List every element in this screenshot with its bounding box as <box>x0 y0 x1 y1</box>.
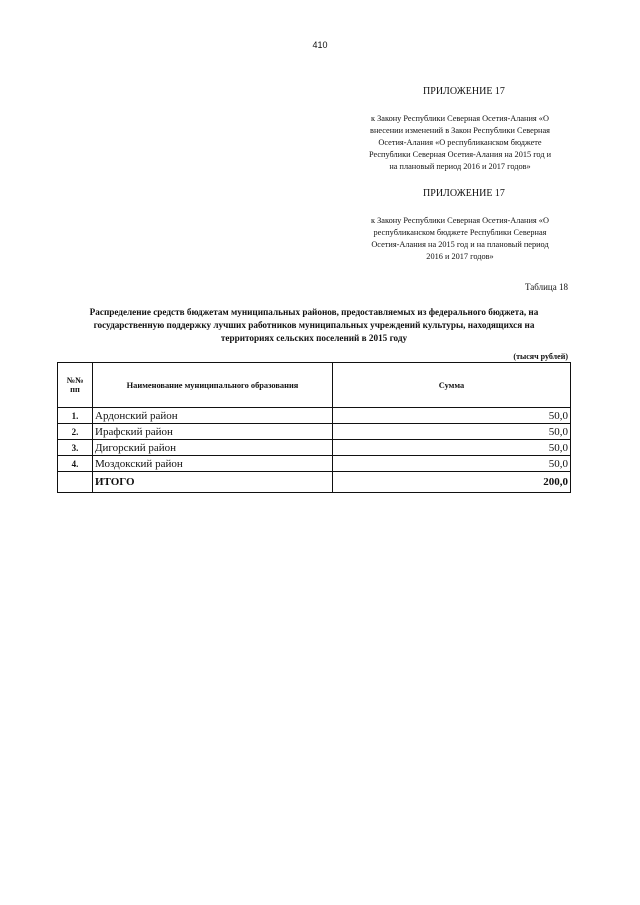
table-total-row <box>58 472 571 493</box>
document-heading <box>58 306 570 345</box>
row-sum: 50,0 <box>333 424 571 440</box>
appendix-2-line: к Закону Республики Северная Осетия-Алания «О <box>371 216 549 225</box>
total-sum: 200,0 <box>333 472 571 493</box>
row-number: 4. <box>58 456 93 472</box>
appendix-2-line: республиканском бюджете Республики Северная <box>373 228 547 237</box>
row-sum: 50,0 <box>333 408 571 424</box>
row-number: 3. <box>58 440 93 456</box>
appendix-2-line: 2016 и 2017 годов» <box>426 252 494 261</box>
row-name: Ирафский район <box>93 424 333 440</box>
table-row <box>58 424 571 440</box>
appendix-1-text <box>350 113 570 173</box>
appendix-1-title: ПРИЛОЖЕНИЕ 17 <box>423 86 505 97</box>
page-number: 410 <box>312 40 328 50</box>
total-label: ИТОГО <box>93 472 333 493</box>
header-number <box>58 363 93 408</box>
budget-table <box>57 362 571 493</box>
header-name: Наименование муниципального образования <box>93 363 333 408</box>
table-row <box>58 408 571 424</box>
heading-line: территориях сельских поселений в 2015 году <box>220 333 408 343</box>
appendix-1-line: на плановый период 2016 и 2017 годов» <box>389 162 531 171</box>
appendix-1-line: Республики Северная Осетия-Алания на 2015 год и <box>368 150 552 159</box>
appendix-2-line: Осетия-Алания на 2015 год и на плановый период <box>371 240 549 249</box>
header-number-line2: пп <box>70 385 80 394</box>
row-name: Дигорский район <box>93 440 333 456</box>
appendix-1-line: к Закону Республики Северная Осетия-Алания «О <box>371 114 549 123</box>
appendix-2-title: ПРИЛОЖЕНИЕ 17 <box>423 188 505 199</box>
table-number: Таблица 18 <box>525 282 568 292</box>
heading-line: государственную поддержку лучших работников муниципальных учреждений культуры, находящихся на <box>93 320 535 330</box>
row-name: Ардонский район <box>93 408 333 424</box>
table-header-row <box>58 363 571 408</box>
heading-line: Распределение средств бюджетам муниципальных районов, предоставляемых из федерального бюджета, на <box>89 307 539 317</box>
appendix-1-line: внесении изменений в Закон Республики Северная <box>370 126 550 135</box>
row-number: 1. <box>58 408 93 424</box>
row-sum: 50,0 <box>333 440 571 456</box>
table-row <box>58 440 571 456</box>
row-name: Моздокский район <box>93 456 333 472</box>
header-number-line1: №№ <box>66 376 84 385</box>
units-label: (тысяч рублей) <box>513 352 568 361</box>
appendix-2-text <box>350 215 570 263</box>
table-row <box>58 456 571 472</box>
total-empty-cell <box>58 472 93 493</box>
header-sum: Сумма <box>333 363 571 408</box>
row-sum: 50,0 <box>333 456 571 472</box>
appendix-1-line: Осетия-Алания «О республиканском бюджете <box>378 138 542 147</box>
row-number: 2. <box>58 424 93 440</box>
